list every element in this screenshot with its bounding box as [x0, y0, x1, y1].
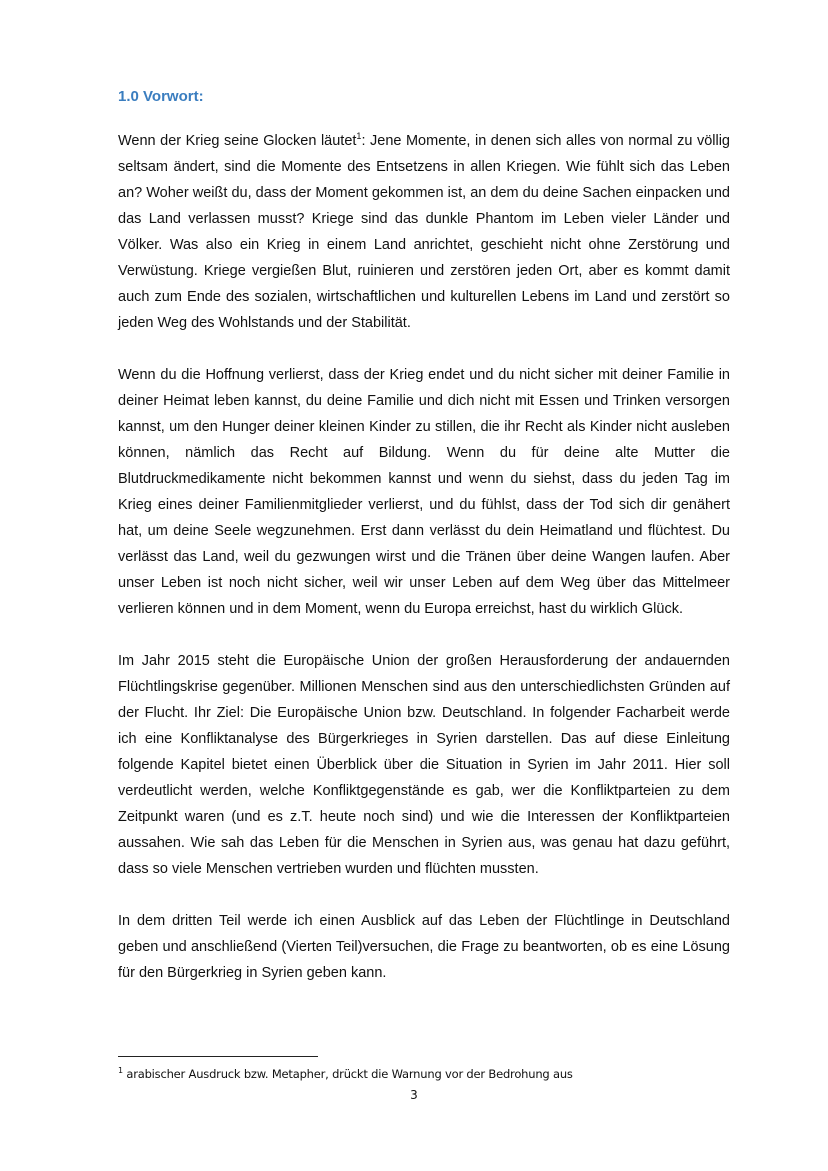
body-text	[118, 128, 730, 1012]
paragraph-1-text: : Jene Momente, in denen sich alles von normal zu völlig seltsam ändert, sind die Momente des Entsetzens in allen Kriegen. Wie fühlt sich das Leben an? Woher weißt du, dass der Moment gekommen ist, an dem du deine Sachen einpacken und das Land verlassen musst? Kriege sind das dunkle Phantom im Leben vieler Länder und Völker. Was also ein Krieg in einem Land anrichtet, geschieht nicht ohne Zerstörung und Verwüstung. Kriege vergießen Blut, ruinieren und zerstören jeden Ort, aber es kommt damit auch zum Ende des sozialen, wirtschaftlichen und kulturellen Lebens im Land und zerstört so jeden Weg des Wohlstands und der Stabilität.	[118, 133, 730, 331]
paragraph-2: Wenn du die Hoffnung verlierst, dass der Krieg endet und du nicht sicher mit deiner Familie in deiner Heimat leben kannst, du deine Familie und dich nicht mit Essen und Trinken versorgen kannst, um den Hunger deiner kleinen Kinder zu stillen, die ihr Recht als Kinder nicht ausleben können, nämlich das Recht auf Bildung. Wenn du für deine alte Mutter die Blutdruckmedikamente nicht bekommen kannst und wenn du siehst, dass du jeden Tag im Krieg eines deiner Familienmitglieder verlierst, und du fühlst, dass der Tod sich dir genähert hat, um deine Seele wegzunehmen. Erst dann verlässt du dein Heimatland und flüchtest. Du verlässt das Land, weil du gezwungen wirst und die Tränen über deine Wangen laufen. Aber unser Leben ist noch nicht sicher, weil wir unser Leben auf dem Weg über das Mittelmeer verlieren können und in dem Moment, wenn du Europa erreichst, hast du wirklich Glück.	[118, 367, 730, 617]
paragraph-3: Im Jahr 2015 steht die Europäische Union der großen Herausforderung der andauernden Flüchtlingskrise gegenüber. Millionen Menschen sind aus den unterschiedlichsten Gründen auf der Flucht. Ihr Ziel: Die Europäische Union bzw. Deutschland. In folgender Facharbeit werde ich eine Konfliktanalyse des Bürgerkrieges in Syrien darstellen. Das auf diese Einleitung folgende Kapitel bietet einen Überblick über die Situation in Syrien im Jahr 2011. Hier soll verdeutlicht werden, welche Konfliktgegenstände es gab, wer die Konfliktparteien zu dem Zeitpunkt waren (und es z.T. heute noch sind) und wie die Interessen der Konfliktparteien aussahen. Wie sah das Leben für die Menschen in Syrien aus, was genau hat dazu geführt, dass so viele Menschen vertrieben wurden und flüchten mussten.	[118, 653, 730, 877]
paragraph-4: In dem dritten Teil werde ich einen Ausblick auf das Leben der Flüchtlinge in Deutschland geben und anschließend (Vierten Teil)versuchen, die Frage zu beantworten, ob es eine Lösung für den Bürgerkrieg in Syrien geben kann.	[118, 913, 730, 981]
paragraph-1	[118, 128, 730, 336]
footnote-divider	[118, 1056, 318, 1057]
footnote-reference[interactable]: 1	[356, 131, 362, 142]
page-number: 3	[410, 1088, 418, 1102]
footnote-text: arabischer Ausdruck bzw. Metapher, drückt die Warnung vor der Bedrohung aus	[122, 1067, 573, 1081]
footnote	[118, 1067, 573, 1081]
section-heading: 1.0 Vorwort:	[118, 88, 204, 105]
footnote-marker: 1	[118, 1066, 123, 1076]
paragraph-1-lead: Wenn der Krieg seine Glocken läutet	[118, 133, 357, 149]
